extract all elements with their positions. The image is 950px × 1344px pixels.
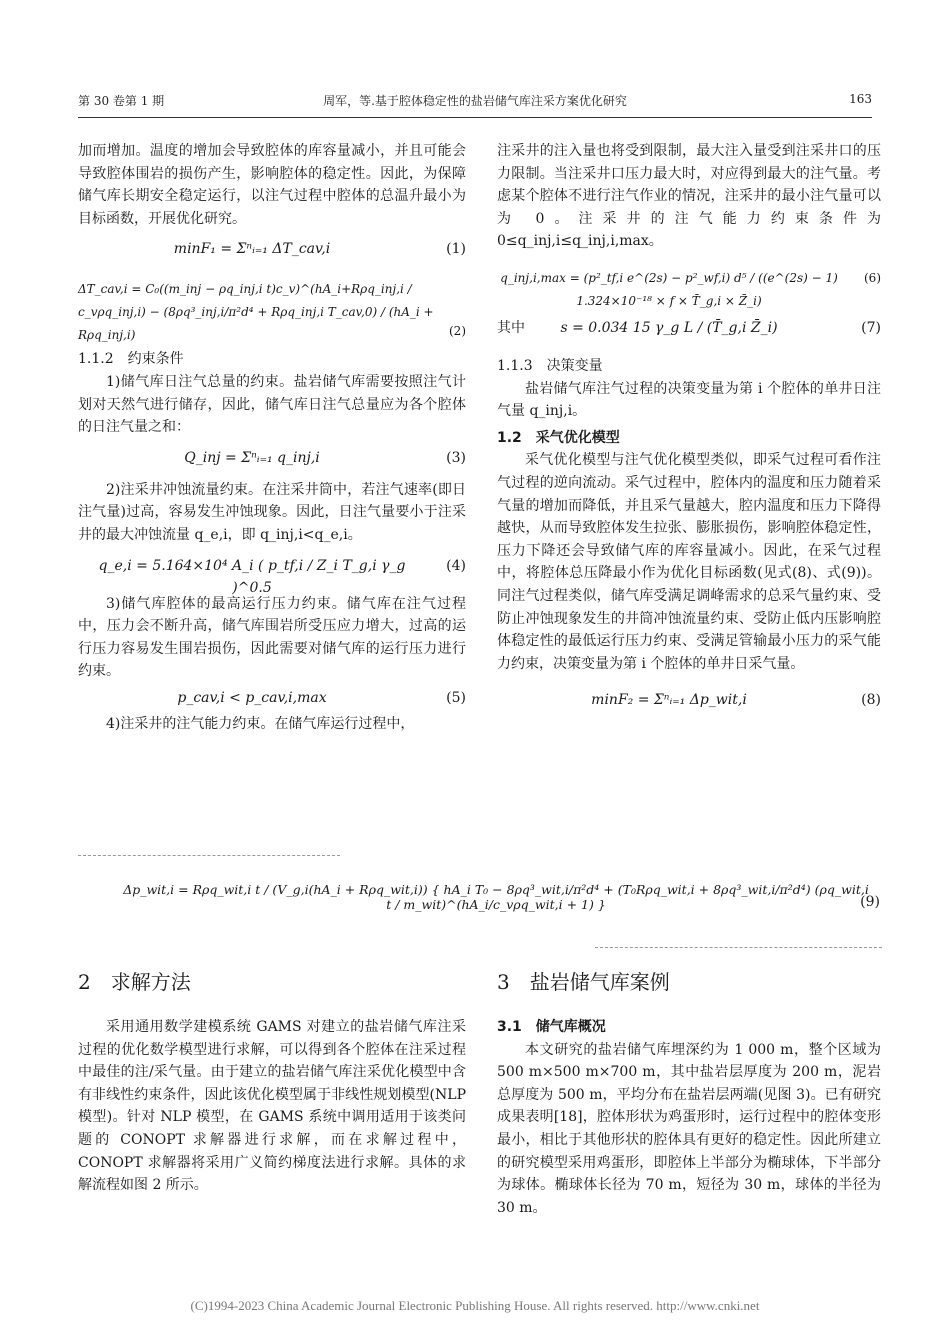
- equation-3: Q_inj = Σⁿᵢ₌₁ q_inj,i (3): [184, 449, 466, 466]
- paragraph: 4)注采井的注气能力约束。在储气库运行过程中，: [106, 715, 415, 732]
- paragraph: 2)注采井冲蚀流量约束。在注采井筒中，若注气速率(即日注气量)过高，容易发生冲蚀现象。因此，日注气量要小于注采井的最大冲蚀流量 q_e,i，即 q_inj,i<q_e,i。: [78, 481, 466, 543]
- equation-9: Δp_wit,i = Rρq_wit,i t / (V_g,i(hA_i + Rρq_wit,i)) { hA_i T₀ − 8ρq³_wit,i/π²d⁴ + (T₀Rρq_wit,i + 8ρq³_wit,i/π²d⁴) (ρq_wit,i t / m_wit)^(hA_i/c_vρq_wit,i + 1) }: [123, 882, 869, 912]
- right-column: [497, 140, 881, 725]
- section-2-title: 2 求解方法: [78, 970, 191, 994]
- paragraph: 采气优化模型与注气优化模型类似，即采气过程可看作注气过程的逆向流动。采气过程中，腔体内的温度和压力随着采气量的增加而降低，并且采气量越大，腔内温度和压力下降得越快，从而导致腔体发生拉张、膨胀损伤，影响腔体稳定性，压力下降还会导致储气库的库容量减小。因此，在采气过程中，将腔体总压降最小作为优化目标函数(见式(8)、式(9))。同注气过程类似，储气库受满足调峰需求的总采气量约束、受防止冲蚀现象发生的井筒冲蚀流量约束、受防止低内压影响腔体稳定性的最低运行压力约束、受满足管输最小压力的采气能力约束，决策变量为第 i 个腔体的单井日采气量。: [497, 452, 881, 672]
- subsection-heading: 1.1.2 约束条件: [78, 351, 184, 368]
- paragraph: 采用通用数学建模系统 GAMS 对建立的盐岩储气库注采过程的优化数学模型进行求解，可以得到各个腔体在注采过程中最佳的注/采气量。由于建立的盐岩储气库注采优化模型中含有非线性约束条件，因此该优化模型属于非线性规划模型(NLP 模型)。针对 NLP 模型，在 GAMS 系统中调用适用于该类问题的 CONOPT 求解器进行求解，而在求解过程中，CONOPT 求解器将采用广义简约梯度法进行求解。具体的求解流程如图 2 所示。: [78, 1019, 466, 1194]
- equation-4: q_e,i = 5.164×10⁴ A_i ( p_tf,i / Z_i T_g,i γ_g )^0.5 (4): [98, 557, 466, 597]
- divider: [595, 947, 882, 948]
- paragraph: 注采井的注入量也将受到限制，最大注入量受到注采井口的压力限制。当注采井口压力最大时，对应得到最大的注气量。考虑某个腔体不进行注气作业的情况，注采井的最小注气量可以为 0。注采井的注气能力约束条件为 0≤q_inj,i≤q_inj,i,max。: [497, 143, 881, 250]
- equation-1: minF₁ = Σⁿᵢ₌₁ ΔT_cav,i (1): [173, 241, 466, 258]
- subsection-heading: 1.2 采气优化模型: [497, 429, 620, 446]
- section-2-body: [78, 1016, 466, 1197]
- section-3-body: [497, 1016, 881, 1219]
- equation-5: p_cav,i < p_cav,i,max (5): [177, 689, 466, 706]
- paragraph: 3)储气库腔体的最高运行压力约束。储气库在注气过程中，压力会不断升高，储气库围岩所受压应力增大，过高的运行压力容易发生围岩损伤，因此需要对储气库的运行压力进行约束。: [78, 595, 466, 680]
- paragraph: 1)储气库日注气总量的约束。盐岩储气库需要按照注气计划对天然气进行储存，因此，储气库日注气总量应为各个腔体的日注气量之和：: [78, 373, 466, 436]
- equation-9-number: (9): [860, 894, 880, 910]
- header-issue: 第 30 卷第 1 期: [78, 94, 165, 108]
- equation-6: q_inj,i,max = (p²_tf,i e^(2s) − p²_wf,i) d⁵ / ((e^(2s) − 1) 1.324×10⁻¹⁸ × f × T̄_g,i × Z̄_i) (6): [500, 270, 881, 308]
- paragraph: 盐岩储气库注气过程的决策变量为第 i 个腔体的单井日注气量 q_inj,i。: [497, 380, 881, 420]
- equation-8: minF₂ = Σⁿᵢ₌₁ Δp_wit,i (8): [591, 692, 881, 709]
- section-3-title: 3 盐岩储气库案例: [497, 970, 670, 994]
- paragraph: 加而增加。温度的增加会导致腔体的库容量减小，并且可能会导致腔体围岩的损伤产生，影响腔体的稳定性。因此，为保障储气库长期安全稳定运行，以注气过程中腔体的总温升最小为目标函数，开展优化研究。: [78, 143, 466, 227]
- left-column: [78, 140, 466, 736]
- header-page: 163: [849, 92, 872, 106]
- subsection-heading: 1.1.3 决策变量: [497, 357, 603, 374]
- divider: [78, 855, 340, 856]
- paragraph: 本文研究的盐岩储气库埋深约为 1 000 m，整个区域为 500 m×500 m×700 m，其中盐岩层厚度为 200 m，泥岩总厚度为 500 m，平均分布在盐岩层两端(见图 3)。已有研究成果表明[18]，腔体形状为鸡蛋形时，运行过程中的腔体变形最小，相比于其他形状的腔体具有更好的稳定性。因此所建立的研究模型采用鸡蛋形，即腔体上半部分为椭球体，下半部分为球体。椭球体长径为 70 m，短径为 30 m，球体的半径为 30 m。: [497, 1041, 881, 1216]
- copyright-footer: (C)1994-2023 China Academic Journal Electronic Publishing House. All rights reserved. http://www.cnki.net: [190, 1298, 760, 1313]
- equation-7: 其中 s = 0.034 15 γ_g L / (T̄_g,i Z̄_i) (7): [497, 319, 881, 336]
- header-title: 周军，等.基于腔体稳定性的盐岩储气库注采方案优化研究: [323, 94, 627, 108]
- equation-2: ΔT_cav,i = C₀((m_inj − ρq_inj,i t)c_v)^(hA_i+Rρq_inj,i / c_vρq_inj,i) − (8ρq³_inj,i/π²d⁴ + Rρq_inj,i T_cav,0) / (hA_i + Rρq_inj,i) (2): [78, 282, 466, 342]
- header-rule: [78, 117, 872, 118]
- subsection-heading: 3.1 储气库概况: [497, 1019, 606, 1035]
